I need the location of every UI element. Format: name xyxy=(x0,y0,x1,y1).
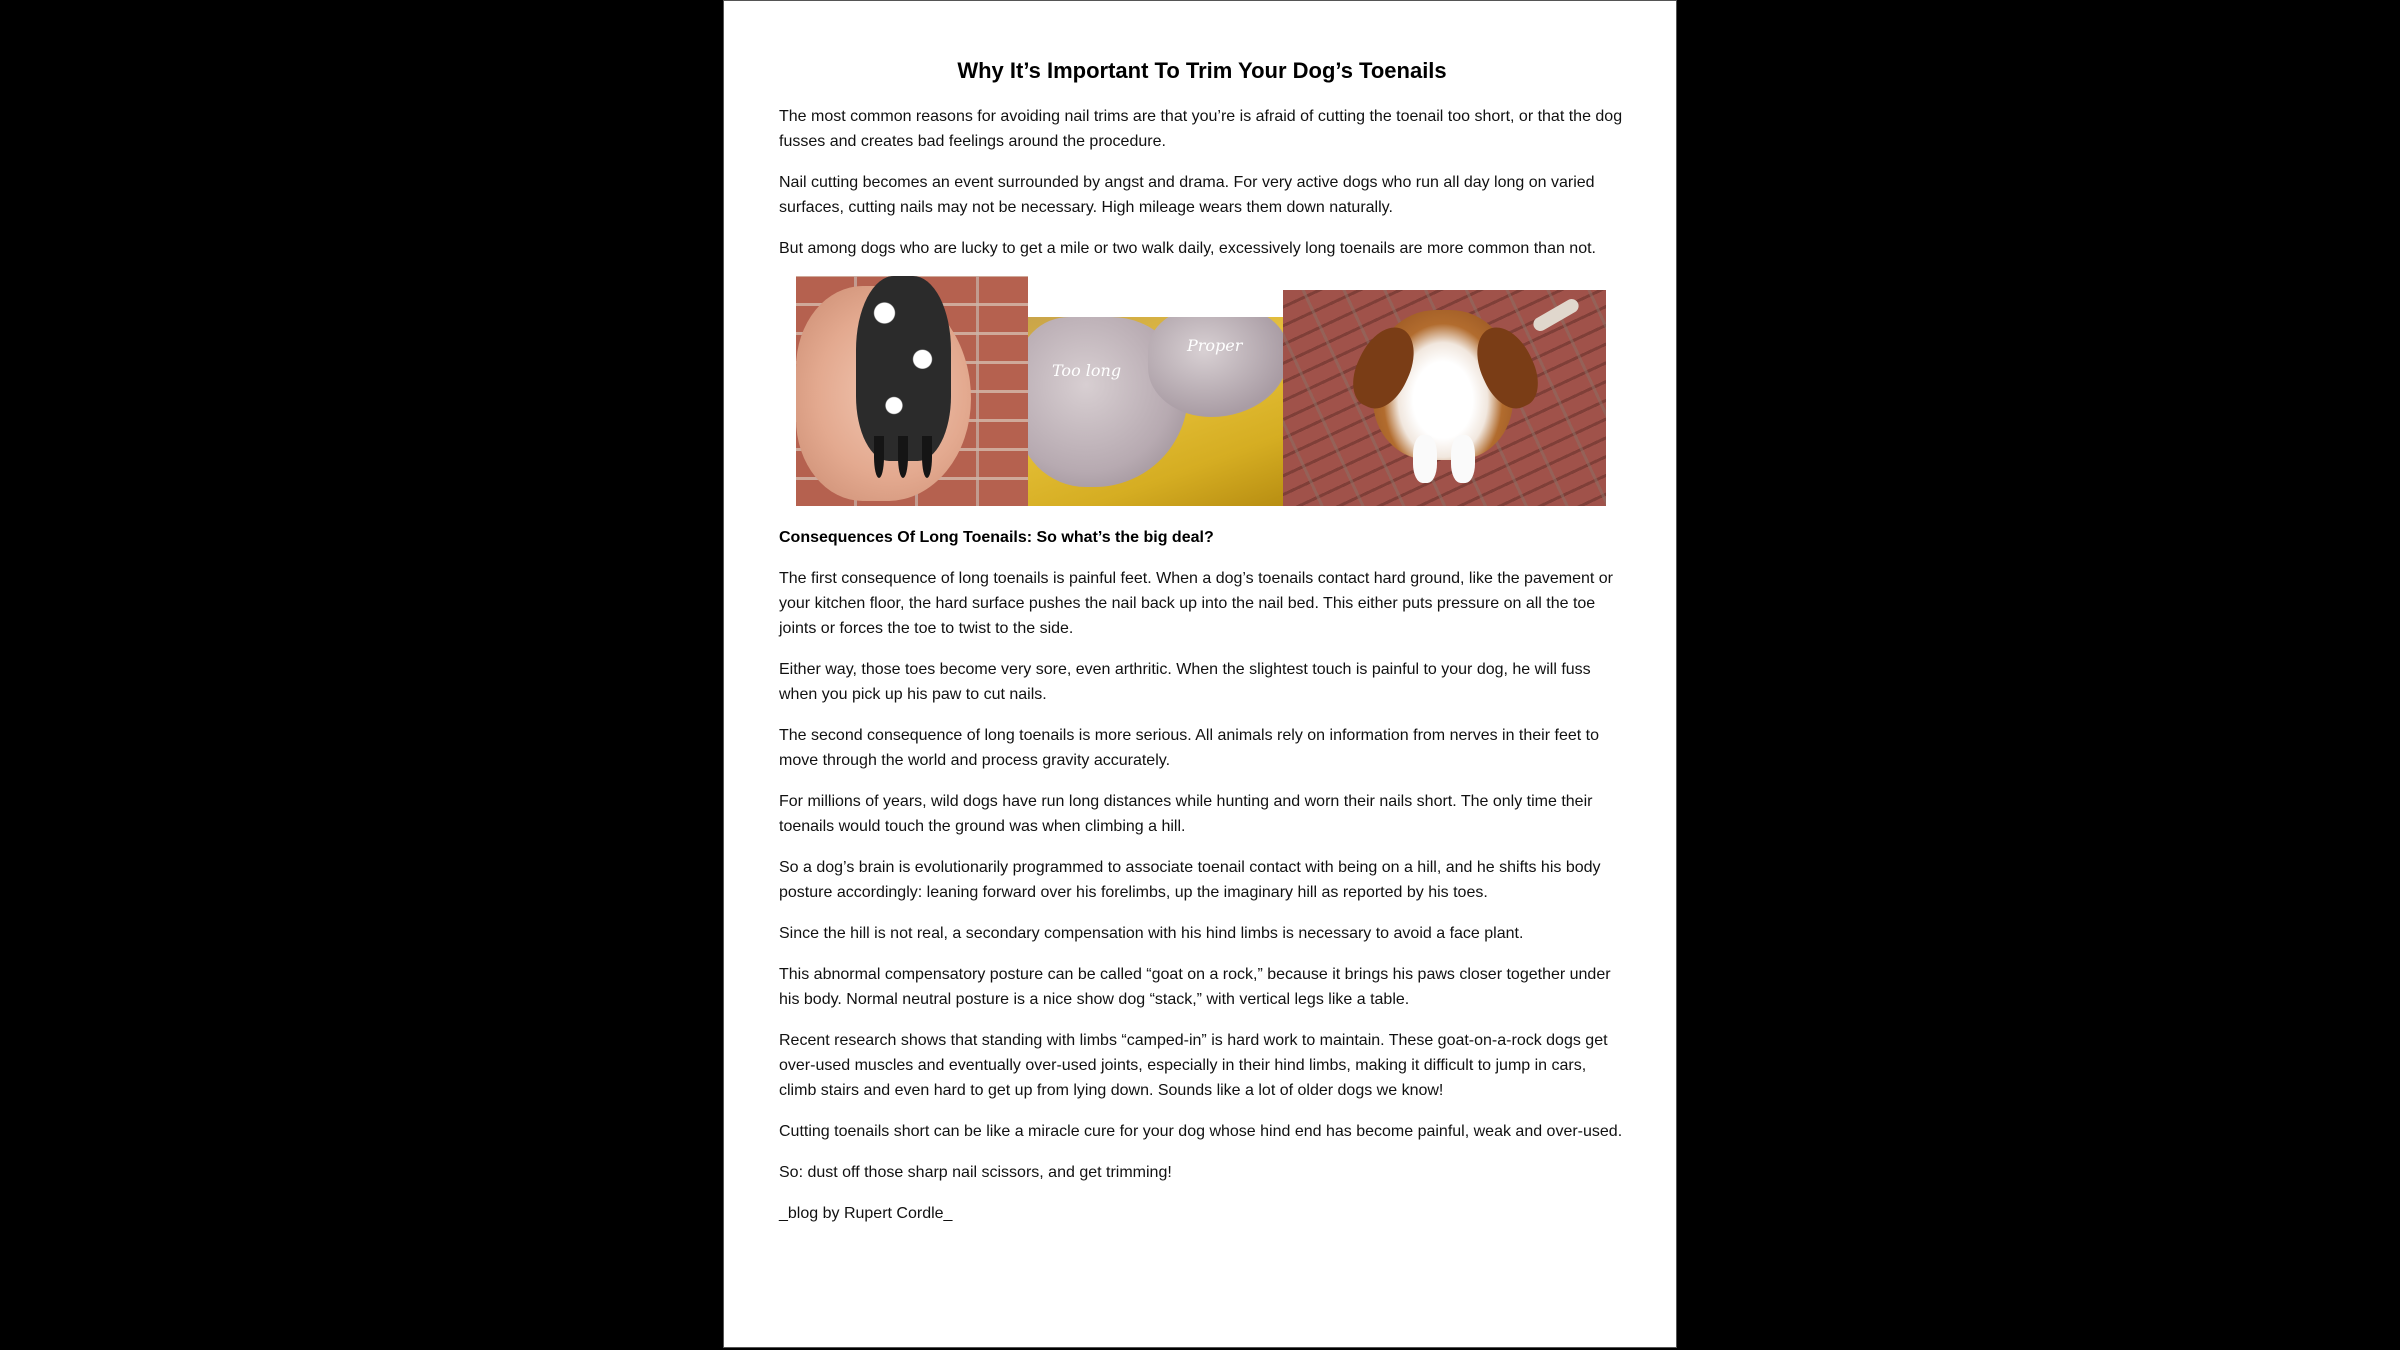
toenail-shape xyxy=(922,436,932,478)
intro-paragraph: But among dogs who are lucky to get a mile or two walk daily, excessively long toenails are more common than not. xyxy=(779,240,1596,257)
body-paragraph: So: dust off those sharp nail scissors, and get trimming! xyxy=(779,1164,1172,1181)
photo-paws-comparison xyxy=(1028,317,1283,506)
dog-leg-shape xyxy=(1451,435,1475,483)
document-page xyxy=(723,0,1677,1348)
intro-paragraph: The most common reasons for avoiding nail trims are that you’re is afraid of cutting the toenail too short, or that the dog fusses and creates bad feelings around the procedure. xyxy=(779,108,1623,150)
section-heading: Consequences Of Long Toenails: So what’s the big deal? xyxy=(779,529,1214,546)
paw-proper-shape xyxy=(1148,317,1283,417)
body-paragraph: This abnormal compensatory posture can be called “goat on a rock,” because it brings his paws closer together under his body. Normal neutral posture is a nice show dog “stack,” with vertical legs like a table. xyxy=(779,966,1611,1008)
document-content xyxy=(779,54,1625,1242)
photo-hand-holding-paw xyxy=(796,276,1028,506)
body-paragraph: Either way, those toes become very sore, even arthritic. When the slightest touch is painful to your dog, he will fuss when you pick up his paw to cut nails. xyxy=(779,661,1591,703)
body-paragraph: For millions of years, wild dogs have run long distances while hunting and worn their nails short. The only time their toenails would touch the ground was when climbing a hill. xyxy=(779,793,1593,835)
body-paragraph: The first consequence of long toenails is painful feet. When a dog’s toenails contact hard ground, like the pavement or your kitchen floor, the hard surface pushes the nail back up into the nail bed. This either puts pressure on all the toe joints or forces the toe to twist to the side. xyxy=(779,570,1613,637)
body-paragraph: Cutting toenails short can be like a miracle cure for your dog whose hind end has become painful, weak and over-used. xyxy=(779,1123,1623,1140)
photo-strip xyxy=(779,276,1625,508)
dog-leg-shape xyxy=(1413,435,1437,483)
toenail-shape xyxy=(874,436,884,478)
body-paragraph: The second consequence of long toenails is more serious. All animals rely on information from nerves in their feet to move through the world and process gravity accurately. xyxy=(779,727,1599,769)
body-paragraph: Recent research shows that standing with limbs “camped-in” is hard work to maintain. These goat-on-a-rock dogs get over-used muscles and eventually over-used joints, especially in their hind limbs, making it difficult to jump in cars, climb stairs and even hard to get up from lying down. Sounds like a lot of older dogs we know! xyxy=(779,1032,1608,1099)
body-paragraph: Since the hill is not real, a secondary compensation with his hind limbs is necessary to avoid a face plant. xyxy=(779,925,1524,942)
body-paragraph: So a dog’s brain is evolutionarily programmed to associate toenail contact with being on a hill, and he shifts his body posture accordingly: leaning forward over his forelimbs, up the imaginary hill as reported by his toes. xyxy=(779,859,1601,901)
paw-shape xyxy=(856,276,951,461)
toenail-shape xyxy=(898,436,908,478)
intro-paragraph: Nail cutting becomes an event surrounded by angst and drama. For very active dogs who run all day long on varied surfaces, cutting nails may not be necessary. High mileage wears them down naturally. xyxy=(779,174,1595,216)
dog-tail-shape xyxy=(1531,296,1581,333)
caption-proper: Proper xyxy=(1187,336,1243,355)
caption-too-long: Too long xyxy=(1052,361,1122,380)
photo-basset-hound xyxy=(1283,290,1606,506)
page-title: Why It’s Important To Trim Your Dog’s Toenails xyxy=(957,58,1447,83)
signature: _blog by Rupert Cordle_ xyxy=(779,1205,953,1222)
